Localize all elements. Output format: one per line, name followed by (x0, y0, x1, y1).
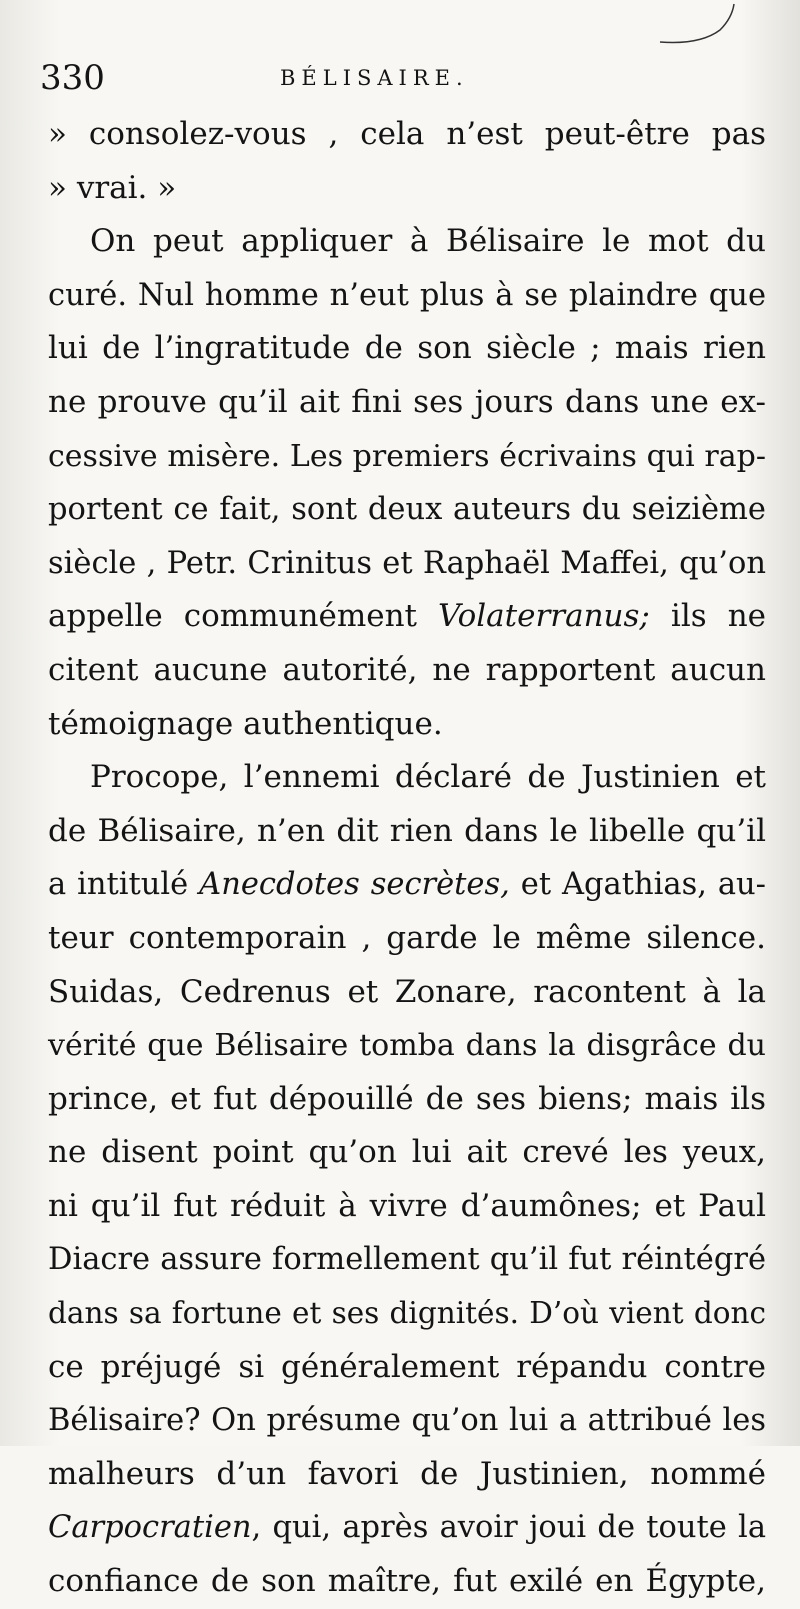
text-line: confiance de son maître, fut exilé en Égypte, (48, 1563, 766, 1600)
text-line: » vrai. » (48, 169, 177, 206)
page-curl-mark (650, 0, 740, 50)
text-line: ne prouve qu’il ait fini ses jours dans une ex- (48, 383, 766, 420)
text-line-with-italic (48, 1501, 766, 1555)
text-line-with-italic (48, 858, 766, 912)
page-number: 330 (40, 58, 105, 98)
page-header (40, 58, 760, 98)
running-head: BÉLISAIRE. (280, 66, 469, 90)
text-line: témoignage authentique. (48, 705, 443, 742)
text-line: Diacre assure formellement qu’il fut réintégré (48, 1242, 766, 1278)
text-line: portent ce fait, sont deux auteurs du seizième (48, 492, 766, 528)
text-segment: ils ne (649, 598, 766, 635)
text-body (48, 108, 766, 1609)
text-line: Procope, l’ennemi déclaré de Justinien et (90, 759, 766, 796)
italic-title: Volaterranus; (438, 598, 650, 635)
text-line: Bélisaire? On présume qu’on lui a attribué les (48, 1403, 766, 1439)
text-line: lui de l’ingratitude de son siècle ; mais rien (48, 330, 766, 367)
italic-title: Anecdotes secrètes, (199, 867, 510, 903)
text-segment: , qui, après avoir joui de toute la (251, 1510, 766, 1546)
text-segment: appelle communément (48, 598, 439, 635)
text-line: Suidas, Cedrenus et Zonare, racontent à la (48, 973, 766, 1010)
text-line: ni qu’il fut réduit à vivre d’aumônes; et Paul (48, 1187, 766, 1224)
text-line: curé. Nul homme n’eut plus à se plaindre que (48, 277, 766, 313)
text-line: cessive misère. Les premiers écrivains qui rap- (48, 438, 766, 474)
text-line: citent aucune autorité, ne rapportent aucun (48, 651, 766, 688)
text-line: ce préjugé si généralement répandu contre (48, 1348, 766, 1385)
text-line: malheurs d’un favori de Justinien, nommé (48, 1455, 766, 1492)
text-line-with-italic (48, 590, 766, 644)
text-segment: a intitulé (48, 867, 200, 903)
text-line: vérité que Bélisaire tomba dans la disgrâce du (48, 1028, 766, 1064)
italic-name: Carpocratien (48, 1510, 252, 1546)
text-line: de Bélisaire, n’en dit rien dans le libelle qu’il (48, 812, 766, 849)
text-line: teur contemporain , garde le même silence. (48, 919, 766, 956)
text-segment: et Agathias, au- (509, 867, 766, 903)
text-line: prince, et fut dépouillé de ses biens; mais ils (48, 1080, 766, 1117)
text-line: ne disent point qu’on lui ait crevé les yeux, (48, 1134, 766, 1171)
text-line: On peut appliquer à Bélisaire le mot du (90, 223, 766, 260)
text-line: dans sa fortune et ses dignités. D’où vient donc (48, 1296, 766, 1331)
text-line: » consolez-vous , cela n’est peut-être pas (48, 116, 766, 152)
text-line: siècle , Petr. Crinitus et Raphaël Maffei, qu’on (48, 545, 766, 581)
